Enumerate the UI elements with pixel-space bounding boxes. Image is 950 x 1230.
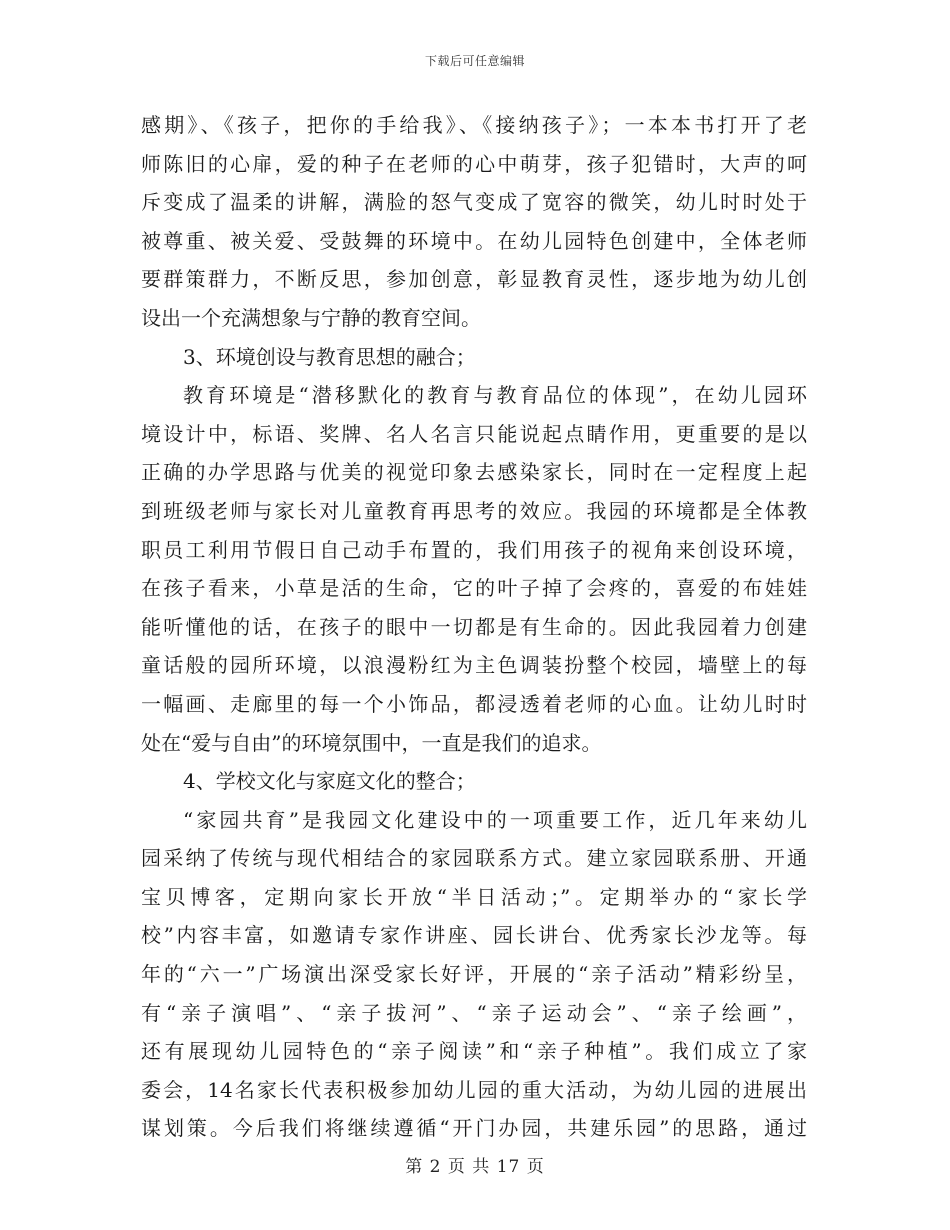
text-line: [141, 724, 807, 763]
text-line: [141, 183, 807, 222]
text-line-content: 境设计中，标语、奖牌、名人名言只能说起点睛作用，更重要的是以: [141, 421, 807, 446]
text-line: [141, 1071, 807, 1110]
text-line-content: 师陈旧的心扉，爱的种子在老师的心中萌芽，孩子犯错时，大声的呵: [141, 151, 807, 176]
text-line-content: 4、学校文化与家庭文化的整合；: [183, 769, 476, 794]
text-line-content: 宝贝博客，定期向家长开放“半日活动；”。定期举办的“家长学: [141, 884, 807, 909]
text-line: [141, 376, 807, 415]
text-line-content: 委会，14名家长代表积极参加幼儿园的重大活动，为幼儿园的进展出: [141, 1077, 807, 1102]
text-line-content: 童话般的园所环境，以浪漫粉红为主色调装扮整个校园，墙壁上的每: [141, 653, 807, 678]
page-number: 第 2 页 共 17 页: [405, 1157, 545, 1177]
text-line: [141, 878, 807, 917]
text-line-content: 还有展现幼儿园特色的“亲子阅读”和“亲子种植”。我们成立了家: [141, 1039, 807, 1064]
text-line-content: 被尊重、被关爱、受鼓舞的环境中。在幼儿园特色创建中，全体老师: [141, 228, 807, 253]
text-line: [141, 801, 807, 840]
text-line-content: 设出一个充满想象与宁静的教育空间。: [141, 305, 481, 330]
text-line-content: 斥变成了温柔的讲解，满脸的怒气变成了宽容的微笑，幼儿时时处于: [141, 190, 807, 215]
text-line-content: 园采纳了传统与现代相结合的家园联系方式。建立家园联系册、开通: [141, 846, 807, 871]
text-line: [141, 1109, 807, 1148]
text-line-content: 正确的办学思路与优美的视觉印象去感染家长，同时在一定程度上起: [141, 460, 807, 485]
text-line-content: 一幅画、走廊里的每一个小饰品，都浸透着老师的心血。让幼儿时时: [141, 691, 807, 716]
text-line: [141, 762, 807, 801]
text-line: [141, 222, 807, 261]
text-line-content: 能听懂他的话，在孩子的眼中一切都是有生命的。因此我园着力创建: [141, 614, 807, 639]
text-line: [141, 1032, 807, 1071]
text-line-content: 在孩子看来，小草是活的生命，它的叶子掉了会疼的，喜爱的布娃娃: [141, 576, 807, 601]
text-line-content: 3、环境创设与教育思想的融合；: [183, 344, 476, 369]
text-line-content: 职员工利用节假日自己动手布置的，我们用孩子的视角来创设环境，: [141, 537, 807, 562]
text-line: [141, 145, 807, 184]
text-line-content: 处在“爱与自由”的环境氛围中，一直是我们的追求。: [141, 730, 602, 755]
text-line: [141, 646, 807, 685]
text-line: [141, 608, 807, 647]
text-line: [141, 338, 807, 377]
text-line: [141, 994, 807, 1033]
text-line: [141, 260, 807, 299]
text-line: [141, 106, 807, 145]
text-line-content: 感期》、《孩子，把你的手给我》、《接纳孩子》；一本本书打开了老: [141, 113, 807, 137]
page-header: 下载后可任意编辑: [424, 54, 525, 68]
text-line: [141, 839, 807, 878]
text-line-content: “家园共育”是我园文化建设中的一项重要工作，近几年来幼儿: [183, 807, 807, 832]
text-line: [141, 299, 807, 338]
text-line: [141, 569, 807, 608]
text-line-content: 年的“六一”广场演出深受家长好评，开展的“亲子活动”精彩纷呈，: [141, 962, 807, 987]
text-line-content: 教育环境是“潜移默化的教育与教育品位的体现”，在幼儿园环: [183, 383, 807, 408]
text-line-content: 有“亲子演唱”、“亲子拔河”、“亲子运动会”、“亲子绘画”，: [141, 1000, 807, 1025]
text-line-content: 校”内容丰富，如邀请专家作讲座、园长讲台、优秀家长沙龙等。每: [141, 923, 807, 948]
document-body: [141, 106, 807, 1148]
text-line: [141, 453, 807, 492]
text-line: [141, 415, 807, 454]
text-line: [141, 685, 807, 724]
text-line: [141, 955, 807, 994]
text-line: [141, 531, 807, 570]
text-line: [141, 492, 807, 531]
text-line-content: 要群策群力，不断反思，参加创意，彰显教育灵性，逐步地为幼儿创: [141, 267, 807, 292]
text-line-content: 谋划策。今后我们将继续遵循“开门办园，共建乐园”的思路，通过: [141, 1116, 807, 1141]
text-line: [141, 916, 807, 955]
text-line-content: 到班级老师与家长对儿童教育再思考的效应。我园的环境都是全体教: [141, 498, 807, 523]
